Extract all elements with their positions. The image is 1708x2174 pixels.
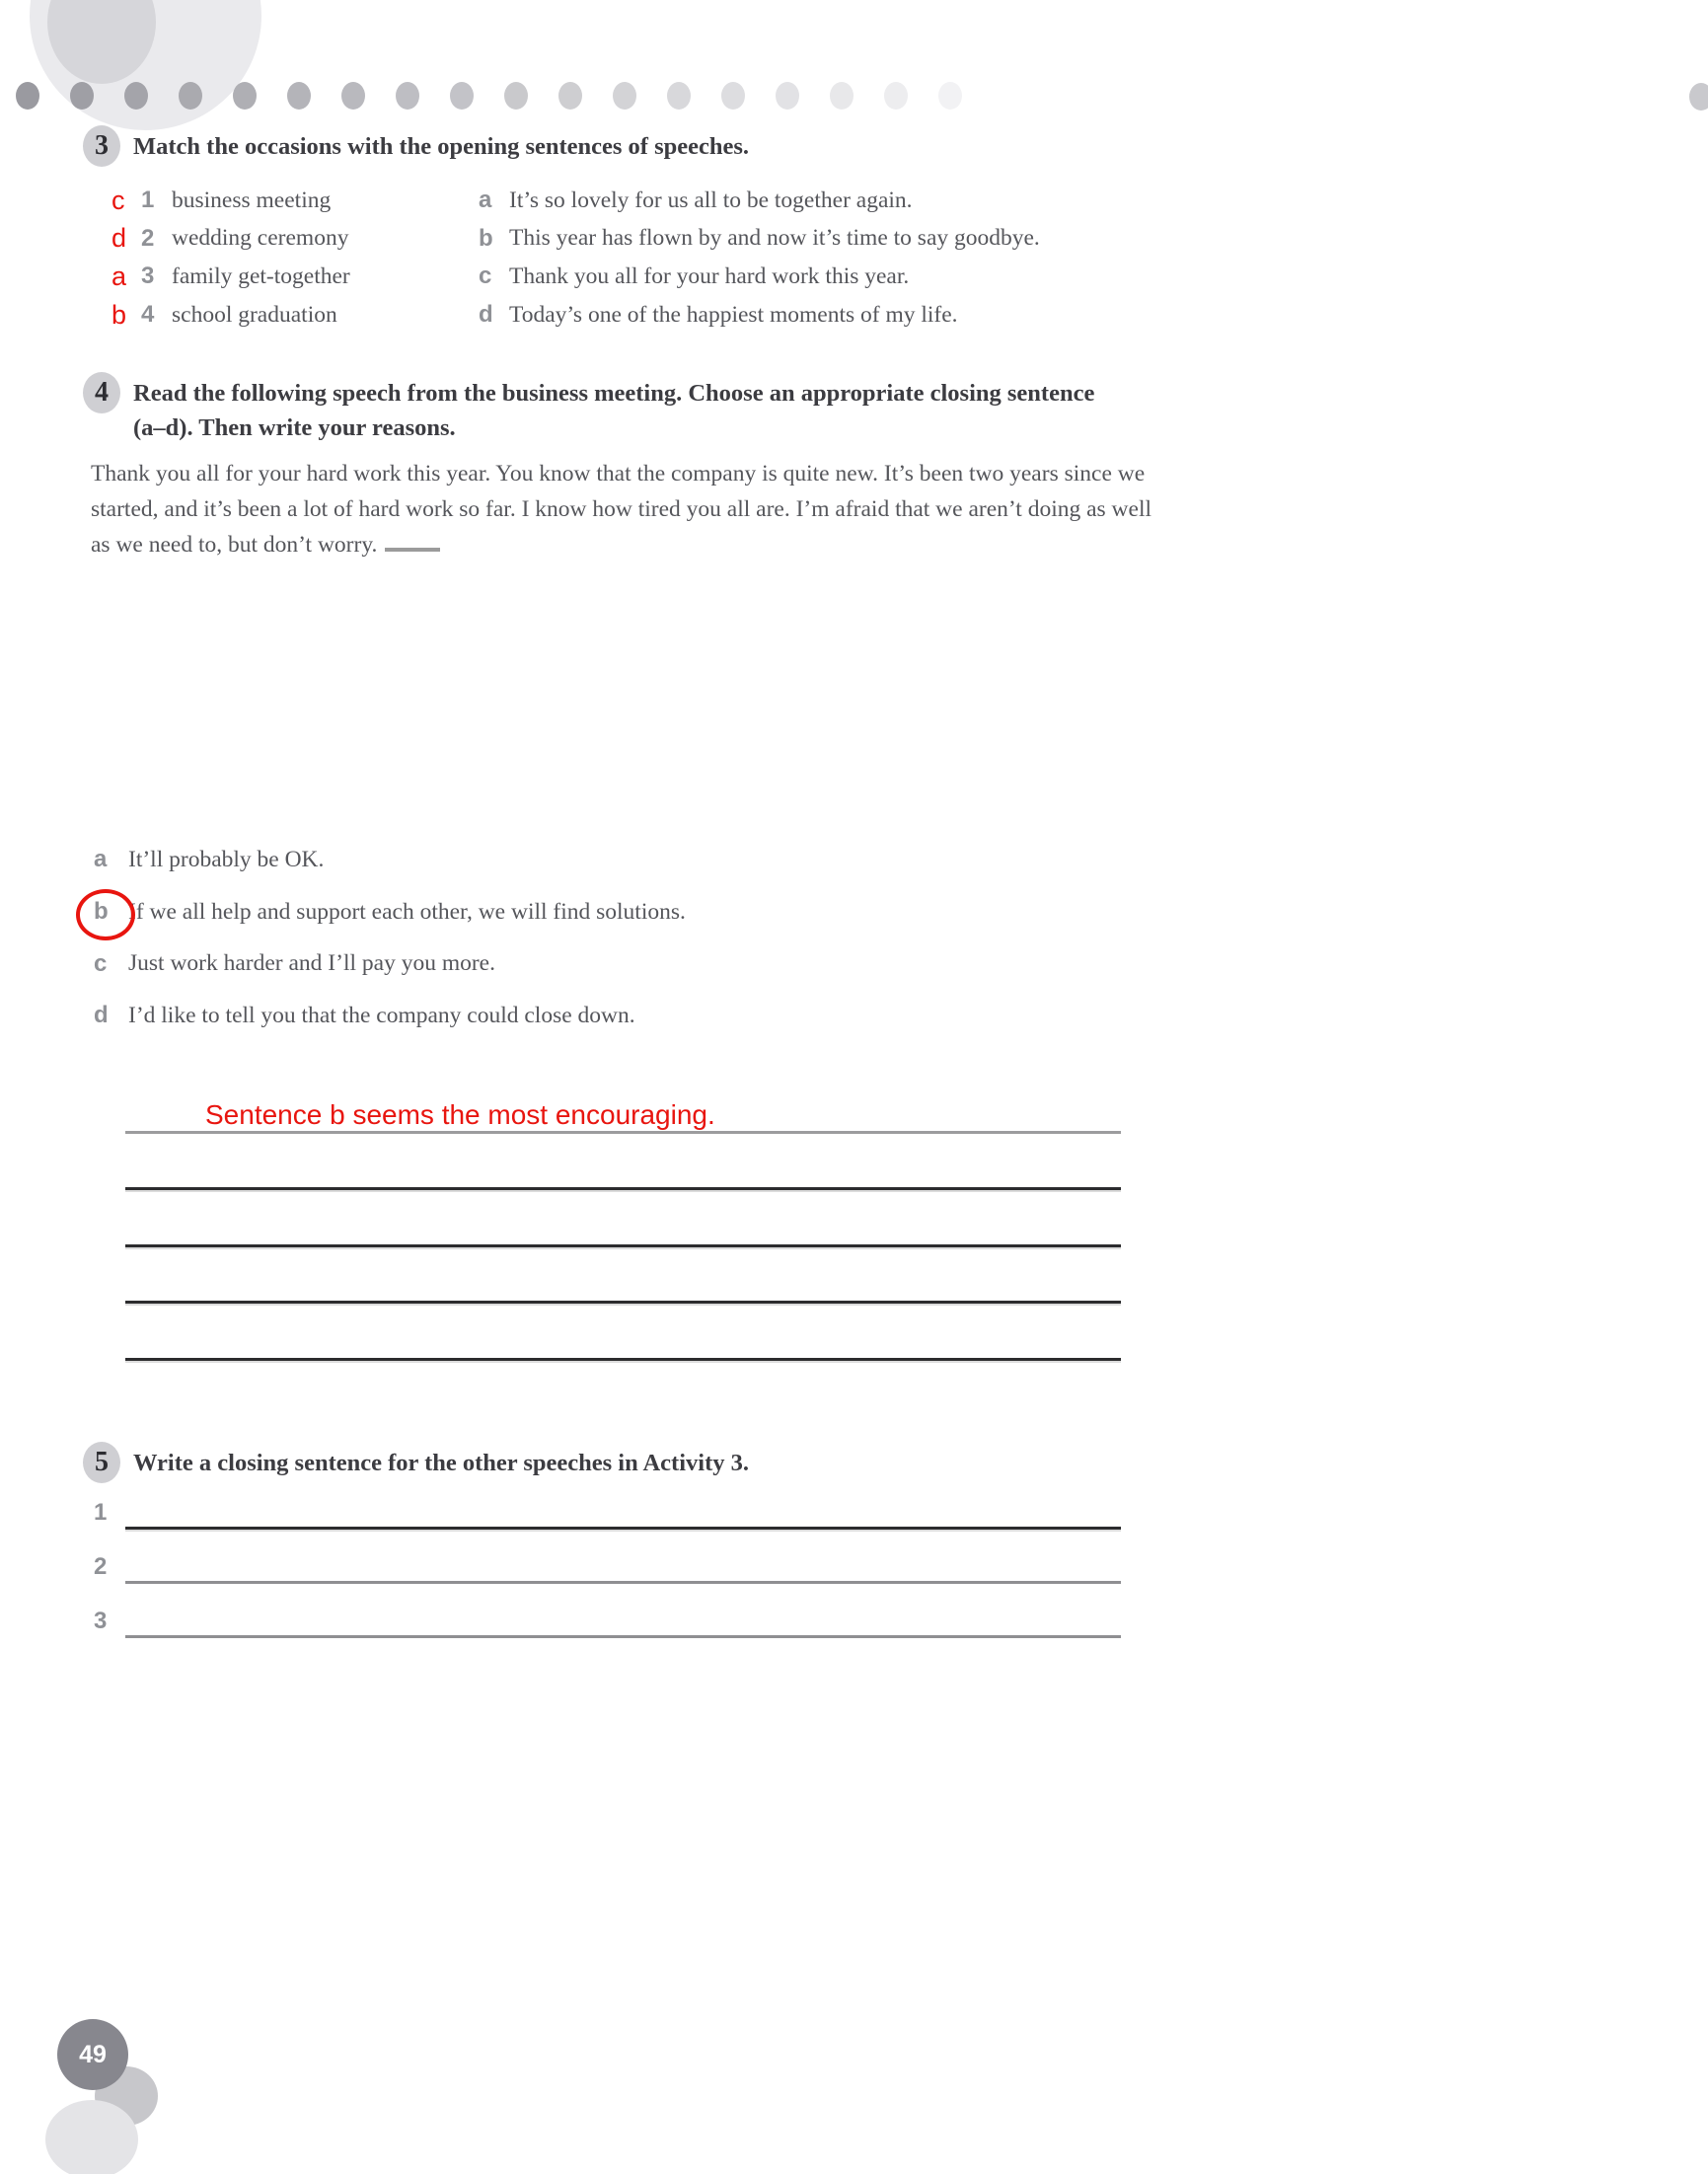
opening-sentence-text: It’s so lovely for us all to be together again. (509, 187, 913, 213)
writing-line (125, 1131, 1121, 1134)
item-number: 1 (94, 1499, 108, 1526)
closing-sentence-options (94, 834, 686, 1042)
activity-4-heading (83, 372, 1158, 445)
opening-sentence-text: This year has flown by and now it’s time to say goodbye. (509, 225, 1040, 252)
item-number: 2 (94, 1553, 108, 1580)
handwritten-answer: b (111, 299, 127, 330)
handwritten-answer: a (111, 261, 127, 291)
writing-line (125, 1187, 1121, 1190)
closing-option (94, 937, 686, 990)
option-letter: d (479, 301, 493, 329)
writing-line (125, 1358, 1121, 1361)
decor-dot (233, 82, 257, 110)
decor-dot (884, 82, 908, 110)
handwritten-answer: d (111, 223, 127, 254)
item-number: 1 (141, 187, 155, 214)
closing-option-text: I’d like to tell you that the company could close down. (128, 1002, 635, 1028)
closing-option (94, 886, 686, 938)
dots-row (16, 82, 962, 110)
occasion-label: wedding ceremony (172, 225, 349, 252)
decor-dot (287, 82, 311, 110)
handwritten-reason-answer: Sentence b seems the most encouraging. (205, 1099, 715, 1130)
item-number: 4 (141, 301, 155, 329)
occasion-label: business meeting (172, 187, 332, 213)
speech-passage-text: Thank you all for your hard work this year. You know that the company is quite new. It’s been two years since we started, and it’s been a lot of hard work so far. I know how tired you all are. I’m afraid that we aren’t doing as well as we need to, but don’t worry. (91, 461, 1152, 558)
opening-sentence-item (479, 296, 1040, 335)
writing-line (125, 1301, 1121, 1304)
option-letter: c (94, 949, 108, 977)
activity-4-badge: 4 (83, 372, 120, 413)
activity-5-heading (83, 1442, 1188, 1483)
decor-dot (613, 82, 636, 110)
option-letter: d (94, 1002, 109, 1029)
activity-3-title: Match the occasions with the opening sentences of speeches. (133, 133, 750, 160)
decor-circle-large-bottom (45, 2100, 138, 2174)
page-number: 49 (79, 2040, 107, 2068)
activity-4-title: Read the following speech from the business meeting. Choose an appropriate closing sentence (a–d). Then write your reasons. (133, 380, 1095, 441)
fill-in-blank (385, 548, 440, 552)
opening-sentence-item (479, 258, 1040, 296)
decor-dot (830, 82, 854, 110)
decor-dot (667, 82, 691, 110)
occasion-item (111, 258, 350, 296)
decor-dot (179, 82, 202, 110)
closing-option-text: Just work harder and I’ll pay you more. (128, 950, 495, 977)
decor-dot (938, 82, 962, 110)
writing-line (125, 1244, 1121, 1247)
writing-line (125, 1635, 1121, 1638)
activity-3-heading (83, 125, 1188, 167)
opening-sentence-text: Thank you all for your hard work this year. (509, 262, 910, 289)
speech-passage (91, 457, 1151, 562)
item-number: 3 (94, 1608, 108, 1634)
occasions-list (111, 182, 350, 334)
decor-dot (558, 82, 582, 110)
decor-dot (16, 82, 39, 110)
occasion-item (111, 220, 350, 259)
activity-3-badge: 3 (83, 125, 120, 167)
opening-sentence-item (479, 220, 1040, 259)
decor-dot-right-edge (1689, 83, 1708, 111)
closing-option (94, 990, 686, 1042)
closing-option-text: If we all help and support each other, we will find solutions. (128, 898, 686, 925)
occasion-label: family get-together (172, 262, 350, 289)
decor-dot (721, 82, 745, 110)
red-circle-annotation (76, 889, 135, 940)
handwritten-answer: c (111, 185, 125, 215)
decor-dot (396, 82, 419, 110)
occasion-item (111, 296, 350, 335)
decor-dot (776, 82, 799, 110)
decor-dot (70, 82, 94, 110)
option-letter: b (94, 900, 119, 924)
closing-option (94, 834, 686, 886)
option-letter: a (479, 187, 492, 214)
decor-dot (450, 82, 474, 110)
closing-option-text: It’ll probably be OK. (128, 846, 325, 872)
page-number-badge (57, 2019, 128, 2090)
opening-sentences-list (479, 182, 1040, 334)
occasion-item (111, 182, 350, 220)
opening-sentence-item (479, 182, 1040, 220)
option-letter: c (479, 262, 492, 290)
option-letter: b (479, 224, 493, 252)
decor-dot (124, 82, 148, 110)
opening-sentence-text: Today’s one of the happiest moments of my life. (509, 301, 958, 328)
option-letter: a (94, 846, 108, 873)
activity-5-title: Write a closing sentence for the other speeches in Activity 3. (133, 1450, 749, 1476)
decor-dot (504, 82, 528, 110)
activity-5-badge: 5 (83, 1442, 120, 1483)
occasion-label: school graduation (172, 301, 337, 328)
writing-line (125, 1581, 1121, 1584)
item-number: 3 (141, 262, 155, 290)
decor-dot (341, 82, 365, 110)
writing-line (125, 1527, 1121, 1530)
item-number: 2 (141, 224, 155, 252)
